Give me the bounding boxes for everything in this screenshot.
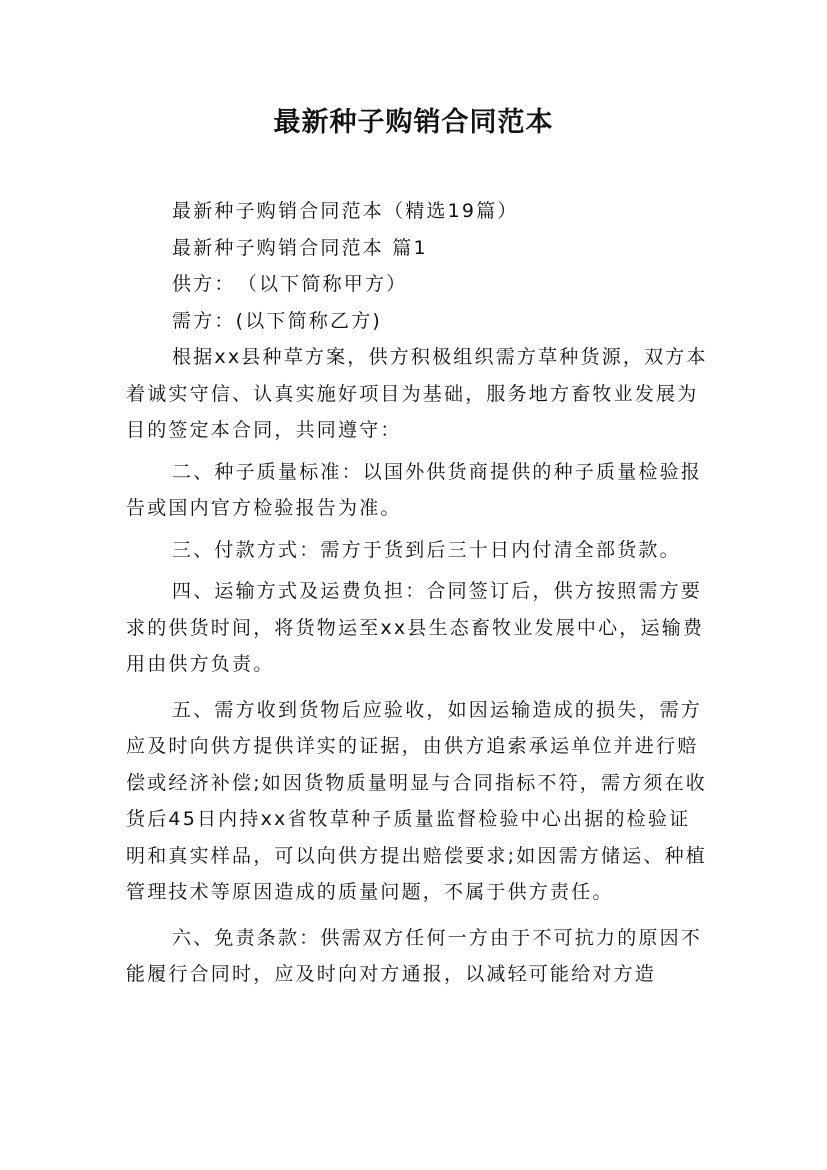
paragraph-clause-2: 二、种子质量标准：以国外供货商提供的种子质量检验报告或国内官方检验报告为准。	[126, 460, 703, 519]
paragraph-clause-3: 三、付款方式：需方于货到后三十日内付清全部货款。	[172, 538, 681, 561]
document-body	[126, 193, 711, 993]
document-title: 最新种子购销合同范本	[273, 107, 554, 138]
paragraph-supplier: 供方： （以下简称甲方）	[172, 273, 408, 295]
paragraph-clause-4: 四、运输方式及运费负担：合同签订后，供方按照需方要求的供货时间，将货物运至xx县生态畜牧业发展中心，运输费用由供方负责。	[126, 580, 705, 675]
paragraph-clause-5: 五、需方收到货物后应验收，如因运输造成的损失，需方应及时向供方提供详实的证据，由供方追索承运单位并进行赔偿或经济补偿;如因货物质量明显与合同指标不符，需方须在收货后45日内持xx省牧草种子质量监督检验中心出据的检验证明和真实样品，可以向供方提出赔偿要求;如因需方储运、种植管理技术等原因造成的质量问题，不属于供方责任。	[126, 698, 708, 903]
paragraph-clause-6: 六、免责条款：供需双方任何一方由于不可抗力的原因不能履行合同时，应及时向对方通报，以减轻可能给对方造	[126, 926, 703, 985]
paragraph-intro: 最新种子购销合同范本（精选19篇）	[172, 200, 519, 222]
paragraph-heading: 最新种子购销合同范本 篇1	[172, 236, 428, 259]
paragraph-preamble: 根据xx县种草方案，供方积极组织需方草种货源，双方本着诚实守信、认真实施好项目为基础，服务地方畜牧业发展为目的签定本合同，共同遵守：	[126, 346, 708, 441]
paragraph-buyer: 需方：(以下简称乙方)	[172, 309, 383, 332]
